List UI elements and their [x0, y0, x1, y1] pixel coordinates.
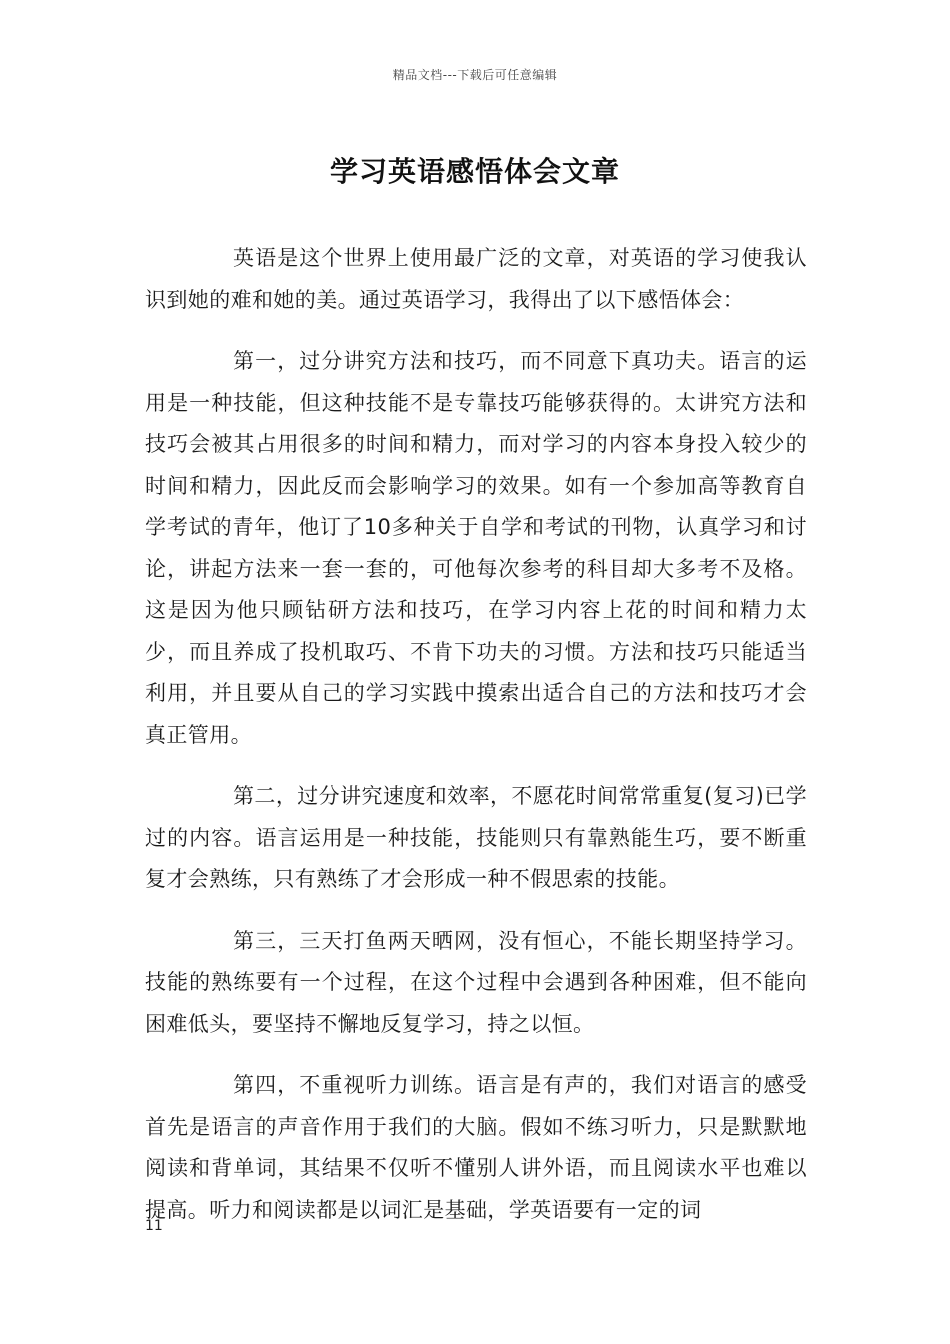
paragraph-fourth: 第四，不重视听力训练。语言是有声的，我们对语言的感受首先是语言的声音作用于我们的大脑。假如不练习听力，只是默默地阅读和背单词，其结果不仅听不懂别人讲外语，而且阅读水平也难以提高。听力和阅读都是以词汇是基础，学英语要有一定的词 — [145, 1073, 807, 1222]
page-number: 11 — [145, 1218, 163, 1234]
paragraph-third: 第三，三天打鱼两天晒网，没有恒心，不能长期坚持学习。技能的熟练要有一个过程，在这个过程中会遇到各种困难，但不能向困难低头，要坚持不懈地反复学习，持之以恒。 — [145, 928, 807, 1036]
paragraph-second: 第二，过分讲究速度和效率，不愿花时间常常重复(复习)已学过的内容。语言运用是一种技能，技能则只有靠熟能生巧，要不断重复才会熟练，只有熟练了才会形成一种不假思索的技能。 — [145, 784, 807, 891]
document-body — [145, 238, 807, 1251]
paragraph-intro: 英语是这个世界上使用最广泛的文章，对英语的学习使我认识到她的难和她的美。通过英语学习，我得出了以下感悟体会： — [145, 246, 807, 312]
paragraph-first: 第一，过分讲究方法和技巧，而不同意下真功夫。语言的运用是一种技能，但这种技能不是专靠技巧能够获得的。太讲究方法和技巧会被其占用很多的时间和精力，而对学习的内容本身投入较少的时间和精力，因此反而会影响学习的效果。如有一个参加高等教育自学考试的青年，他订了10多种关于自学和考试的刊物，认真学习和讨论，讲起方法来一套一套的，可他每次参考的科目却大多考不及格。这是因为他只顾钻研方法和技巧，在学习内容上花的时间和精力太少，而且养成了投机取巧、不肯下功夫的习惯。方法和技巧只能适当利用，并且要从自己的学习实践中摸索出适合自己的方法和技巧才会真正管用。 — [145, 349, 807, 747]
document-title: 学习英语感悟体会文章 — [329, 155, 620, 188]
header-note: 精品文档---下载后可任意编辑 — [392, 68, 558, 82]
